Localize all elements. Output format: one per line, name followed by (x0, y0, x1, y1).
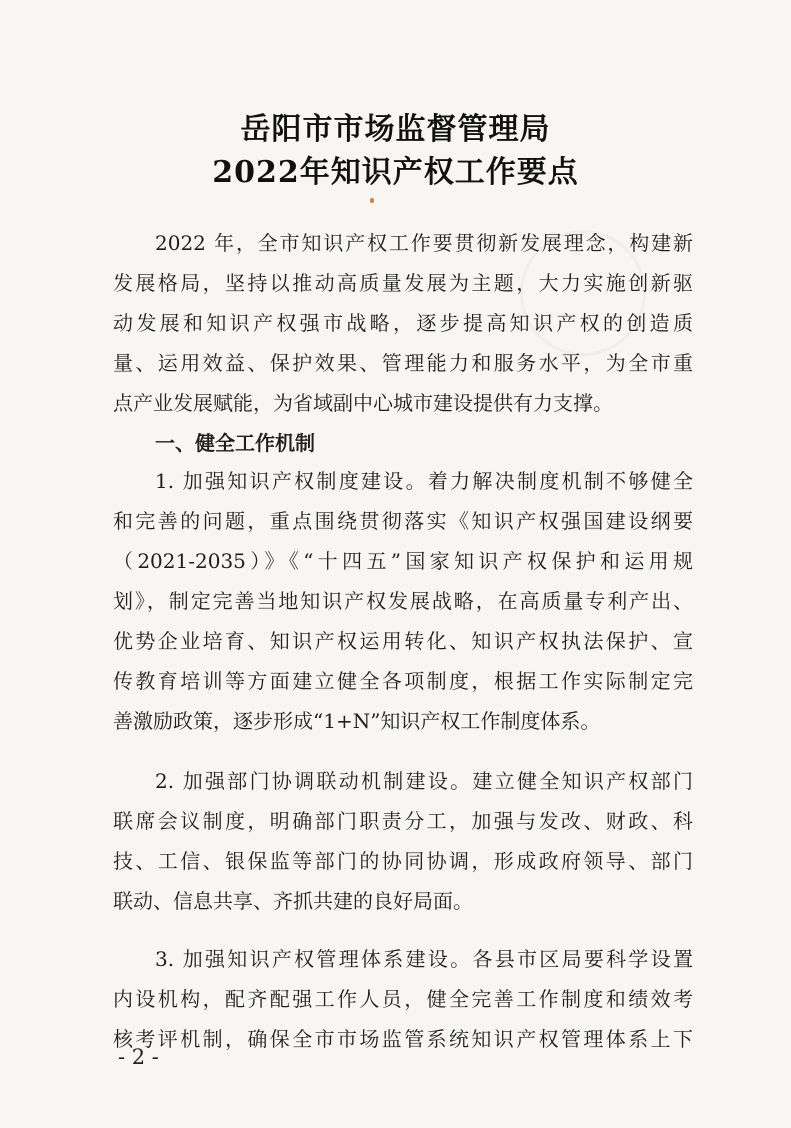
text-line: 3. 加强知识产权管理体系建设。各县市区局要科学设置 (155, 947, 693, 971)
document-title-line2: 2022年知识产权工作要点 (212, 155, 579, 190)
text-line: 点产业发展赋能，为省域副中心城市建设提供有力支撑。 (113, 391, 613, 415)
text-line: 核考评机制，确保全市市场监管系统知识产权管理体系上下 (113, 1027, 693, 1051)
text-line: 技、工信、银保监等部门的协同协调，形成政府领导、部门 (113, 849, 693, 873)
text-line: 1. 加强知识产权制度建设。着力解决制度机制不够健全 (155, 469, 693, 493)
text-line: 善激励政策，逐步形成“1+N”知识产权工作制度体系。 (113, 709, 601, 733)
text-line: 联动、信息共享、齐抓共建的良好局面。 (113, 889, 473, 913)
text-line: 量、运用效益、保护效果、管理能力和服务水平，为全市重 (113, 351, 693, 375)
text-line: 2022 年，全市知识产权工作要贯彻新发展理念，构建新 (155, 231, 693, 255)
text-line: 联席会议制度，明确部门职责分工，加强与发改、财政、科 (113, 809, 693, 833)
text-line: 发展格局，坚持以推动高质量发展为主题，大力实施创新驱 (113, 271, 693, 295)
text-line: （2021-2035）》《“十四五”国家知识产权保护和运用规 (113, 549, 693, 573)
document-title-line1: 岳阳市市场监督管理局 (240, 112, 551, 147)
page-number: - 2 - (118, 1045, 159, 1069)
text-line: 划》，制定完善当地知识产权发展战略，在高质量专利产出、 (113, 589, 693, 613)
text-line: 和完善的问题，重点围绕贯彻落实《知识产权强国建设纲要 (113, 509, 693, 533)
text-line: 2. 加强部门协调联动机制建设。建立健全知识产权部门 (155, 769, 693, 793)
text-line: 动发展和知识产权强市战略，逐步提高知识产权的创造质 (113, 311, 693, 335)
text-line: 内设机构，配齐配强工作人员，健全完善工作制度和绩效考 (113, 987, 693, 1011)
text-line: 传教育培训等方面建立健全各项制度，根据工作实际制定完 (113, 669, 693, 693)
section-heading: 一、健全工作机制 (155, 431, 315, 455)
ink-dot (370, 198, 374, 203)
text-line: 优势企业培育、知识产权运用转化、知识产权执法保护、宣 (113, 629, 693, 653)
